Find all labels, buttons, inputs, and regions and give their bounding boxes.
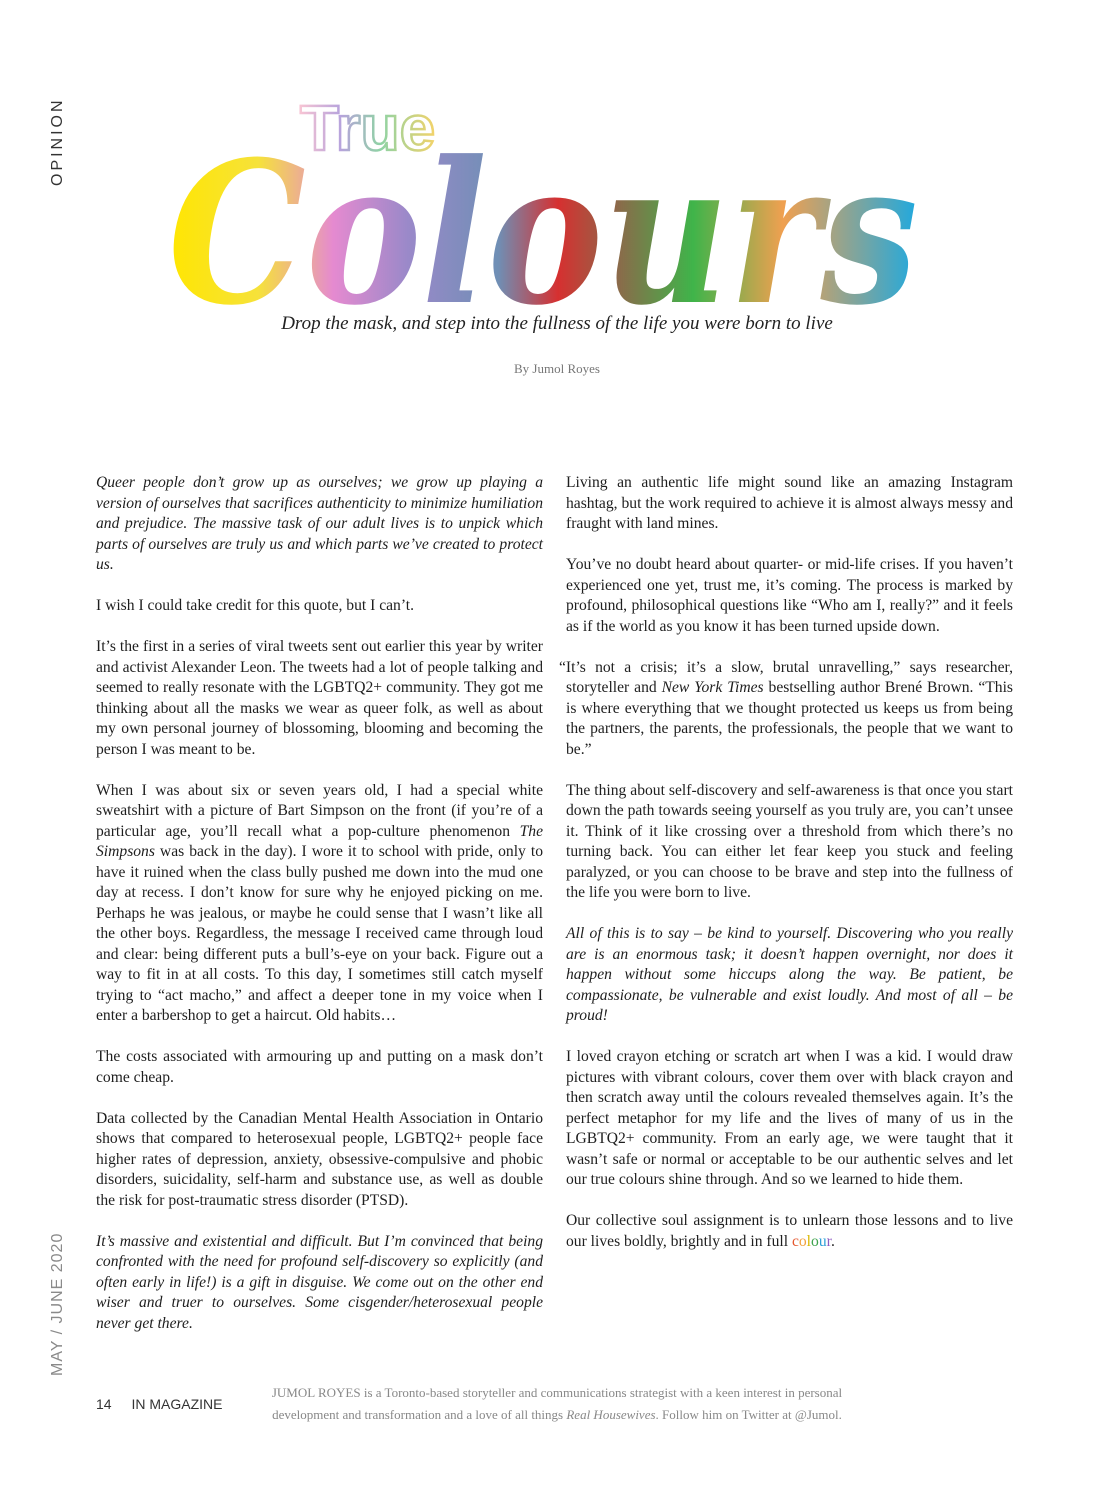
body-paragraph: Data collected by the Canadian Mental Health Association in Ontario shows that compared to heterosexual people, LGBTQ2+ people face higher rates of depression, anxiety, obsessive-compulsive and phobic disorders, suicidality, self-harm and substance use, as well as double the risk for post-traumatic stress disorder (PTSD). xyxy=(96,1109,543,1209)
title-large: Colours xyxy=(168,119,918,320)
rainbow-letter: r xyxy=(826,1232,831,1250)
author-bio xyxy=(180,1382,934,1426)
rainbow-letter: c xyxy=(791,1232,799,1250)
closing-paragraph xyxy=(566,1211,1013,1252)
text-run: When I was about six or seven years old, I had a special white sweatshirt with a picture of Bart Simpson on the front (if you’re of a particular age, you’ll recall what a pop-culture phenomenon xyxy=(96,781,543,840)
italic-title: New York Times xyxy=(661,679,764,696)
body-paragraph xyxy=(96,781,543,1027)
text-run: . xyxy=(830,1232,835,1250)
publication-name: IN MAGAZINE xyxy=(131,1396,223,1412)
rainbow-letter: l xyxy=(806,1232,812,1250)
byline: By Jumol Royes xyxy=(514,361,600,376)
text-run: “It’s not a crisis; it’s a slow, brutal unravelling,” says researcher, storyteller and xyxy=(559,658,1013,696)
bio-line: JUMOL ROYES is a Toronto-based storyteller and communications strategist with a keen interest in personal xyxy=(271,1385,843,1400)
section-label: OPINION xyxy=(49,97,66,187)
body-paragraph: I wish I could take credit for this quote, but I can’t. xyxy=(96,597,414,614)
deck: Drop the mask, and step into the fullness of the life you were born to live xyxy=(281,313,833,334)
rainbow-letter: u xyxy=(818,1232,827,1250)
italic-paragraph: It’s massive and existential and difficult. But I’m convinced that being confronted with the need for profound self-discovery so explicitly (and often early in life!) is a gift in disguise. We come out on the other end wiser and truer to ourselves. Some cisgender/heterosexual people never get there. xyxy=(96,1232,543,1332)
issue-date: MAY / JUNE 2020 xyxy=(49,1232,66,1376)
body-paragraph: I loved crayon etching or scratch art when I was a kid. I would draw pictures with vibrant colours, cover them over with black crayon and then scratch away until the colours revealed themselves again. It’s the perfect metaphor for my life and the lives of many of us in the LGBTQ2+ community. From an early age, we were taught that it wasn’t safe or normal or acceptable to be our authentic selves and let our true colours shine through. And so we learned to hide them. xyxy=(566,1048,1013,1188)
body-paragraph: The thing about self-discovery and self-awareness is that once you start down the path towards seeing yourself as you truly are, you can’t unsee it. Think of it like crossing over a threshold from which there’s no turning back. You can either let fear keep you stuck and feeling paralyzed, or you can choose to be brave and step into the fullness of the life you were born to live. xyxy=(566,781,1013,901)
bio-line xyxy=(180,1404,934,1426)
italic-title: The Simpsons xyxy=(96,822,543,860)
body-paragraph: Living an authentic life might sound like an amazing Instagram hashtag, but the work required to achieve it is almost always messy and fraught with land mines. xyxy=(566,474,1013,532)
italic-title: Real Housewives xyxy=(566,1407,656,1422)
left-column xyxy=(96,473,543,1355)
body-paragraph: You’ve no doubt heard about quarter- or mid-life crises. If you haven’t experienced one yet, trust me, it’s coming. The process is marked by profound, philosophical questions like “Who am I, really?” and it feels as if the world as you know it has been turned upside down. xyxy=(566,556,1013,635)
text-run: Our collective soul assignment is to unlearn those lessons and to live our lives boldly, brightly and in full xyxy=(566,1212,1013,1250)
body-paragraph: It’s the first in a series of viral tweets sent out earlier this year by writer and activist Alexander Leon. The tweets had a lot of people talking and seemed to really resonate with the LGBTQ2+ community. They got me thinking about all the masks we wear as queer folk, as well as about my own personal journey of blossoming, blooming and becoming the person I was meant to be. xyxy=(96,638,543,758)
text-run: bestselling author Brené Brown. “This is where everything that we thought protected us keeps us from being the partners, the parents, the professionals, the people that we want to be.” xyxy=(566,679,1013,758)
rainbow-word xyxy=(792,1233,831,1250)
masthead-title xyxy=(160,90,930,320)
text-run: development and transformation and a love of all things xyxy=(272,1407,567,1422)
right-column xyxy=(559,473,1013,1273)
text-run: was back in the day). I wore it to school with pride, only to have it ruined when the class bully pushed me down into the mud one day at recess. I don’t know for sure why he enjoyed picking on me. Perhaps he was jealous, or maybe he could sense that I wasn’t like all the other boys. Regardless, the message I received came through loud and clear: being different puts a bull’s-eye on your back. Figure out a way to fit in at all costs. To this day, I sometimes still catch myself trying to “act macho,” and affect a deeper tone in my voice when I enter a barbershop to get a haircut. Old habits… xyxy=(96,843,543,1024)
rainbow-letter: o xyxy=(811,1232,819,1250)
title-small: True xyxy=(300,92,436,164)
rainbow-letter: o xyxy=(798,1232,807,1250)
page-footer xyxy=(96,1396,222,1412)
italic-paragraph: All of this is to say – be kind to yourself. Discovering who you really are is an enormous task; it doesn’t happen overnight, nor does it happen without some hiccups along the way. Be patient, be compassionate, be vulnerable and exist loudly. And most of all – be proud! xyxy=(566,925,1013,1024)
lede-paragraph: Queer people don’t grow up as ourselves; we grow up playing a version of ourselves that sacrifices authenticity to minimize humiliation and prejudice. The massive task of our adult lives is to unpick which parts of ourselves are truly us and which parts we’ve created to protect us. xyxy=(96,474,543,573)
page-number: 14 xyxy=(96,1396,112,1412)
quote-paragraph xyxy=(559,658,1013,761)
text-run: . Follow him on Twitter at @Jumol. xyxy=(655,1407,842,1422)
body-paragraph: The costs associated with armouring up and putting on a mask don’t come cheap. xyxy=(96,1048,543,1086)
